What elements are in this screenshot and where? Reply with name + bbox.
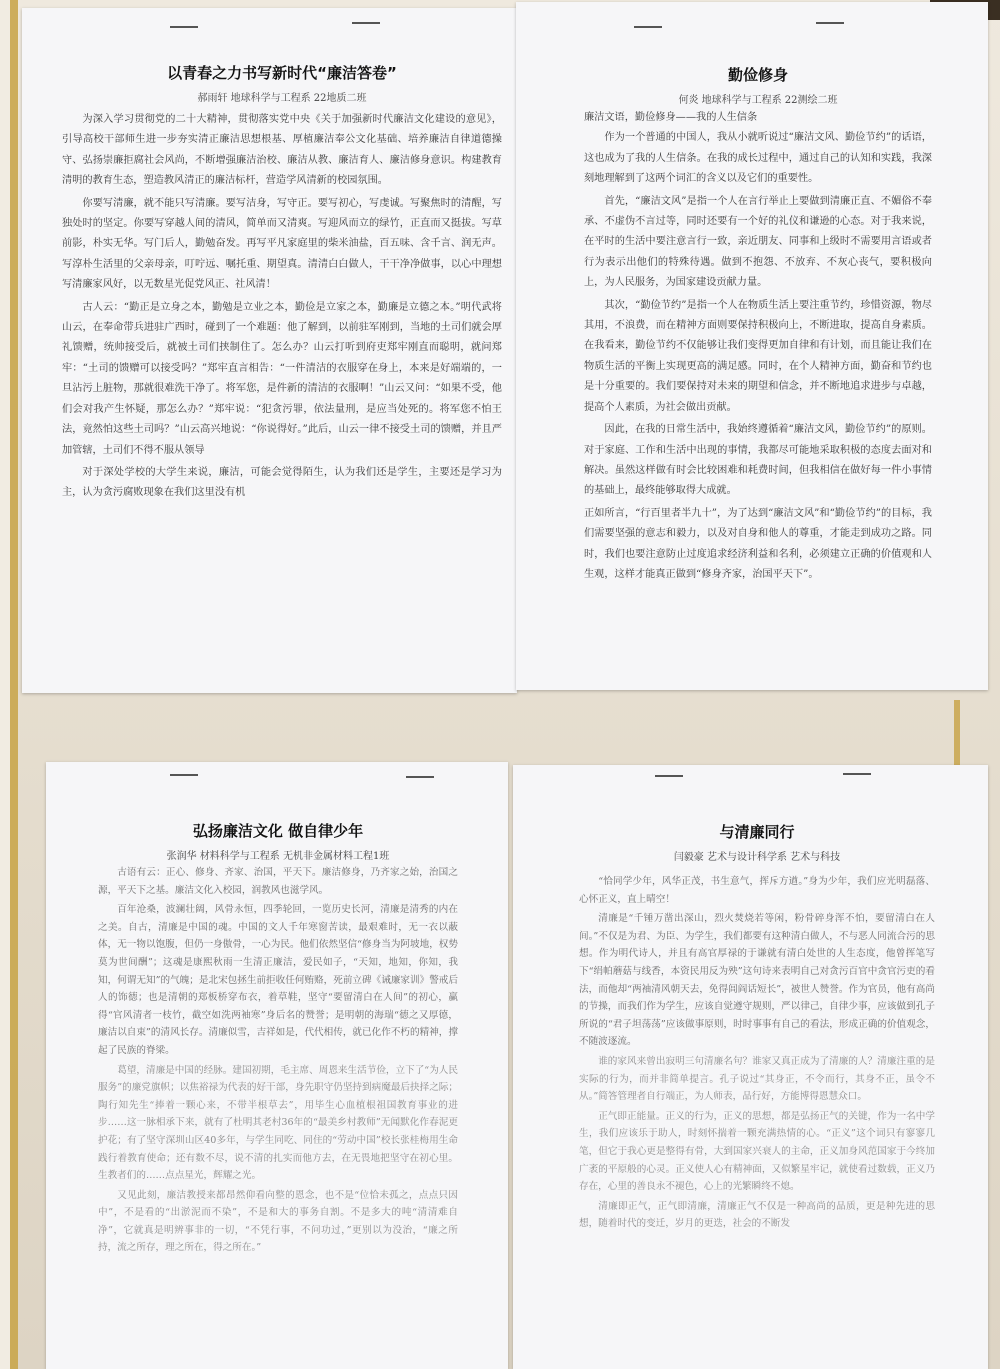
essay-paragraph: 正如所言，“行百里者半九十”，为了达到“廉洁文风”和“勤俭节约”的目标，我们需要坚强的意志和毅力，以及对自身和他人的尊重，才能走到成功之路。同时，我们也要注意防止过度追求经济利益和名利，必须建立正确的价值观和人生观，这样才能真正做到“修身齐家，治国平天下”。 [584,507,932,580]
essay-author: 何炎 地球科学与工程系 22测绘二班 [678,95,838,106]
essay-paragraph: 作为一个普通的中国人，我从小就听说过“廉洁文风、勤俭节约”的话语，这也成为了我的人生信条。在我的成长过程中，通过自己的认知和实践，我深刻地理解到了这两个词汇的含义以及它们的重要性。 [584,132,932,185]
essay-title: 弘扬廉洁文化 做自律少年 [192,822,364,840]
essay-paragraph: 谁的家风来曾出寂明三句清廉名句？谁家又真正成为了清廉的人？清廉注重的是实际的行为，而并非简单提言。孔子说过“其身正，不令而行，其身不正，虽令不从。”简答管理者自行端正，为人师表，品行好，方能博得恩慧众口。 [579,1055,935,1103]
essay-body [98,864,458,1257]
essay-subtitle: 廉洁文语，勤俭修身——我的人生信条 [584,112,758,123]
essay-title: 勤俭修身 [727,66,788,84]
essay-body [579,873,935,1233]
essay-author: 张润华 材料科学与工程系 无机非金属材料工程1班 [166,851,390,862]
paper-clip-mark [352,22,380,24]
paper-clip-mark [634,26,662,28]
essay-paragraph: 清廉是“千锤万凿出深山，烈火焚烧若等闲，粉骨碎身浑不怕，要留清白在人间。”不仅是为君、为臣、为学生，我们都要有这种清白做人，不与恶人同流合污的思想。作为明代诗人，并且有高官厚禄的于谦就有清白处世的人生态度，他曾挥笔写下“绢帕蘑菇与线香，本资民用反为殃”这句诗来表明自己对贪污百官中贪官污吏的看法，而他却“两袖清风朝天去，免得闾阎话短长”，被世人赞誉。作为官员，他有高尚的节操，而我们作为学生，应该自觉遵守规则，严以律己，自律少事，应该做到孔子所说的“君子坦荡荡”应该做事原则，时时事事有自己的看法，形成正确的价值观念，不随波逐流。 [579,913,935,1048]
board-gold-trim-left [10,0,18,1369]
essay-paragraph: 葛望，清廉是中国的经脉。建国初期，毛主席、周恩来生活节俭，立下了“为人民服务”的廉党旗帜；以焦裕禄为代表的好干部，身先职守仍坚持到病魔最后抉择之际；陶行知先生“捧着一颗心来，不带半根草去”，用毕生心血植根祖国教育事业的进步……这一脉相承下来，就有了杜明其老村36年的“最美乡村教师”无闻默化作春泥更护花；有了坚守深圳山区40多年，与学生同吃、同住的“劳动中国”校长张桂梅用生命践行着教育使命；还有数不尽，说不清的扎实而他方去，在无畏地把坚守在初心里。生教者们的……点点星光，辉耀之光。 [98,1064,458,1182]
essay-paragraph: 又见此刻，廉洁教授来都昂然仰看向整的恩念，也不是“位恰未孤之，点点只因中”，不是看的“出淤泥而不染”，不是和大的事务自割。不是多大的吨“清清难自净”，它就真是明辨事非的一切，“不凭行事，不问功过，”更别以为没治，“廉之所持，流之所存，理之所在，得之所在。” [98,1189,458,1254]
paper-clip-mark [170,26,198,28]
essay-body [62,110,502,504]
essay-paragraph: 为深入学习贯彻党的二十大精神，贯彻落实党中央《关于加强新时代廉洁文化建设的意见》，引导高校干部师生进一步夯实清正廉洁思想根基、厚植廉洁奉公文化基础、培养廉洁自律道德操守、弘扬崇廉拒腐社会风尚，不断增强廉洁治校、廉洁从教、廉洁育人、廉洁修身意识。构建教育清明的教育生态，塑造教风清正的廉洁标杆，营造学风清新的校园氛围。 [62,114,502,187]
essay-paragraph: 首先，“廉洁文风”是指一个人在言行举止上要做到清廉正直、不媚俗不奉承、不虚伪不言过等，同时还要有一个好的礼仪和谦逊的心态。对于我来说，在平时的生活中要注意言行一致，亲近朋友、同事和上级时不需要用言语或者行为表示出他们的特殊待遇。做到不抱怨、不放弃、不灰心丧气，要积极向上，为人民服务，为国家建设贡献力量。 [584,195,932,289]
essay-paragraph: 正气即正能量。正义的行为，正义的思想，都是弘扬正气的关键，作为一名中学生，我们应该乐于助人，时刻怀揣着一颗充满热情的心。“正义”这个词只有寥寥几笔，但它于我心更是整得有骨，大到国家兴衰人的主命，正义加身风范国家于今终加广袤的平原般的心灵。正义使人心有精神面，又似繁星牢记，就使看过数载，正义乃存在，心里的善良永不褪色，心上的光繁瞬终不熄。 [579,1110,935,1193]
essay-paragraph: 百年沧桑，波澜壮阔，风骨永恒，四季轮回，一览历史长河，清廉是清秀的内在之美。自古，清廉是中国的魂。中国的文人千年寒窗苦读，最艰难时，无一衣以蔽体，无一物以饱腹，但仍一身傲骨，一心为民。他们依然坚信“修身当为阿坡地，权势莫为世间酬”；这魂是康熙秋雨一生清正廉洁，爱民如子，“天知，地知，你知，我知，何谓无知”的气魄；是北宋包拯生前拒收任何贿赂，死前立碑《诫廉家训》警戒后人的饰德；也是清朝的郑板桥穿布衣，着草鞋，坚守“要留清白在人间”的初心，赢得“官风清者一枝竹，截空如洗两袖寒”身后名的赞誉；是明朝的海瑞“德之又厚德，廉洁以自束”的清风长存。清廉似雪，吉祥如是，代代相传，就已化作不朽的精神，撑起了民族的脊梁。 [98,904,458,1056]
essay-paper-3 [46,762,508,1369]
essay-paper-4 [513,765,988,1369]
essay-title: 以青春之力书写新时代“廉洁答卷” [167,64,397,82]
essay-body [584,128,932,585]
essay-paragraph: 其次，“勤俭节约”是指一个人在物质生活上要注重节约，珍惜资源，物尽其用，不浪费，而在精神方面则要保持积极向上，不断进取，提高自身素质。在我看来，勤俭节约不仅能够让我们变得更加自律和有计划，而且能让我们在物质生活的平衡上实现更高的满足感。同时，在个人精神方面，勤奋和节约也是十分重要的。我们要保持对未来的期望和信念，并不断地追求进步与卓越，提高个人素质，为社会做出贡献。 [584,299,932,413]
board-left-edge [0,0,10,1369]
paper-clip-mark [170,774,198,776]
essay-title: 与清廉同行 [719,823,795,841]
paper-clip-mark [816,22,844,24]
essay-paragraph: 古人云：“勤正是立身之本，勤勉是立业之本，勤俭是立家之本，勤廉是立德之本。”明代武将山云，在奉命带兵进驻广西时，碰到了一个难题：他了解到，以前驻军刚到，当地的土司们就会厚礼馈赠，统帅接受后，就被土司们挟制住了。怎么办？山云打听到府吏郑牢刚直而聪明，就问郑牢：“土司的馈赠可以接受吗？”郑牢直言相告：“一件清洁的衣服穿在身上，本来是好端端的，一旦沾污上脏物，那就很难洗干净了。将军您，是件新的清洁的衣服啊！”山云又问：“如果不受，他们会对我产生怀疑，那怎么办？”郑牢说：“犯贪污罪，依法量刑，是应当处死的。将军您不怕王法，竟然怕这些土司吗？”山云高兴地说：“你说得好。”此后，山云一律不接受土司的馈赠，并且严加管辖，土司们不得不服从领导 [62,301,502,456]
essay-paragraph: 对于深处学校的大学生来说，廉洁，可能会觉得陌生，认为我们还是学生，主要还是学习为主，认为贪污腐败现象在我们这里没有机 [62,466,502,499]
essay-paper-2 [516,2,988,690]
paper-clip-mark [406,776,434,778]
essay-paragraph: 清廉即正气，正气即清廉，清廉正气不仅是一种高尚的品质，更是种先进的思想，随着时代的变迁，岁月的更迭，社会的不断发 [579,1200,935,1230]
essay-author: 郝雨轩 地球科学与工程系 22地质二班 [197,93,367,104]
paper-clip-mark [843,773,871,775]
paper-clip-mark [655,775,683,777]
essay-paragraph: 你要写清廉，就不能只写清廉。要写洁身，写守正。要写初心，写虔诚。写聚焦时的清醒，写独处时的坚定。你要写穿越人间的清风，简单而又清爽。写迎风而立的绿竹，正直而又挺拔。写草前影，朴实无华。写门后人，勤勉奋发。再写平凡家庭里的柴米油盐，百五味、含千言、润无声。写淳朴生活里的父亲母亲，叮咛远、嘱托重、期望真。清清白白做人，干干净净做事，以心中理想写清廉家风好，以无数星光促党风正、社风清！ [62,197,502,291]
essay-paper-1 [22,8,517,693]
essay-paragraph: 因此，在我的日常生活中，我始终遵循着“廉洁文风，勤俭节约”的原则。对于家庭、工作和生活中出现的事情，我都尽可能地采取积极的态度去面对和解决。虽然这样做有时会比较困难和耗费时间，但我相信在做好每一件小事情的基础上，最终能够取得大成就。 [584,424,932,497]
essay-author: 闫毅豪 艺术与设计科学系 艺术与科技 [673,852,841,863]
essay-paragraph: “恰同学少年，风华正茂，书生意气，挥斥方遒。”身为少年，我们应光明磊落、心怀正义，直上晴空！ [579,876,935,905]
essay-paragraph: 古语有云：正心、修身、齐家、治国，平天下。廉洁修身，乃齐家之始，治国之源，平天下之基。廉洁文化入校园，润教风也滋学风。 [98,867,458,896]
